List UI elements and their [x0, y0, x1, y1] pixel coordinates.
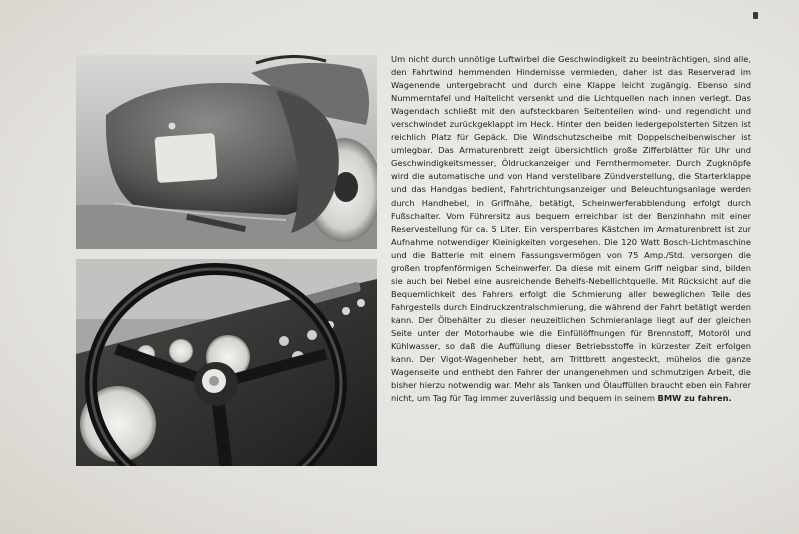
car-rear-photo: [76, 55, 377, 249]
dashboard-photo: [76, 259, 377, 466]
page-corner-mark: [753, 12, 758, 19]
article-body: Um nicht durch unnötige Luftwirbel die Geschwindigkeit zu beeinträchtigen, sind alle, den Fahrtwind hemmenden Hindernisse vermieden, daher ist das Reserverad im Wagenende untergebracht und durch eine Klappe leicht zugängig. Ebenso sind Nummerntafel und Haltelicht versenkt und die Lichtquellen nach innen verlegt. Das Wagendach schließt mit den aufsteckbaren Seitenteilen wind- und regendicht und verschwindet zurückgeklappt im Heck. Hinter den beiden ledergepolsterten Sitzen ist reichlich Platz für Gepäck. Die Windschutzscheibe mit Doppelscheibenwischer ist umlegbar. Das Armaturenbrett zeigt übersichtlich große Zifferblätter für Uhr und Geschwindigkeitsmesser, Öldruckanzeiger und Fernthermometer. Durch Zugknöpfe wird die automatische und von Hand verstellbare Zündverstellung, die Starterklappe und das Handgas bedient, Fahrtrichtungsanzeiger und Beleuchtungsanlage werden durch Handhebel, in Griffnähe, betätigt, Scheinwerferabblendung erfolgt durch Fußschalter. Vom Führersitz aus bequem erreichbar ist der Benzinhahn mit einer Reservestellung für ca. 5 Liter. Ein versperrbares Kästchen im Armaturenbrett ist zur Aufnahme notwendiger Kleinigkeiten vorgesehen. Die 120 Watt Bosch-Lichtmaschine und die Batterie mit einem Fassungsvermögen von 75 Amp./Std. versorgen die großen tropfenförmigen Scheinwerfer. Da diese mit einem Griff neigbar sind, bilden sie auch bei Nebel eine ausreichende Behelfs-Nebellichtquelle. Mit Rücksicht auf die Bequemlichkeit des Fahrers erfolgt die Schmierung aller beweglichen Teile des Fahrgestells durch Eindruckzentralschmierung, die während der Fahrt betätigt werden kann. Der Ölbehälter zu dieser neuzeitlichen Schmieranlage liegt auf der gleichen Seite unter der Motorhaube wie die Einfüllöffnungen für Brennstoff, Motoröl und Kühlwasser, so daß die Auffüllung dieser Betriebsstoffe in kürzester Zeit erfolgen kann. Der Vigot-Wagenheber hebt, am Trittbrett angesteckt, mühelos die ganze Wagenseite und enthebt den Fahrer der unangenehmen und schmutzigen Arbeit, die bisher hierzu notwendig war. Mehr als Tanken und Ölauffüllen braucht eben ein Fahrer nicht, um Tag für Tag immer zuverlässig und bequem in seinem: [391, 54, 751, 404]
dashboard-image: [76, 259, 377, 466]
article-text-column: [391, 53, 751, 473]
car-rear-image: [76, 55, 377, 249]
article-closing-emphasis: BMW zu fahren.: [657, 393, 732, 404]
article-paragraph: [391, 53, 751, 405]
